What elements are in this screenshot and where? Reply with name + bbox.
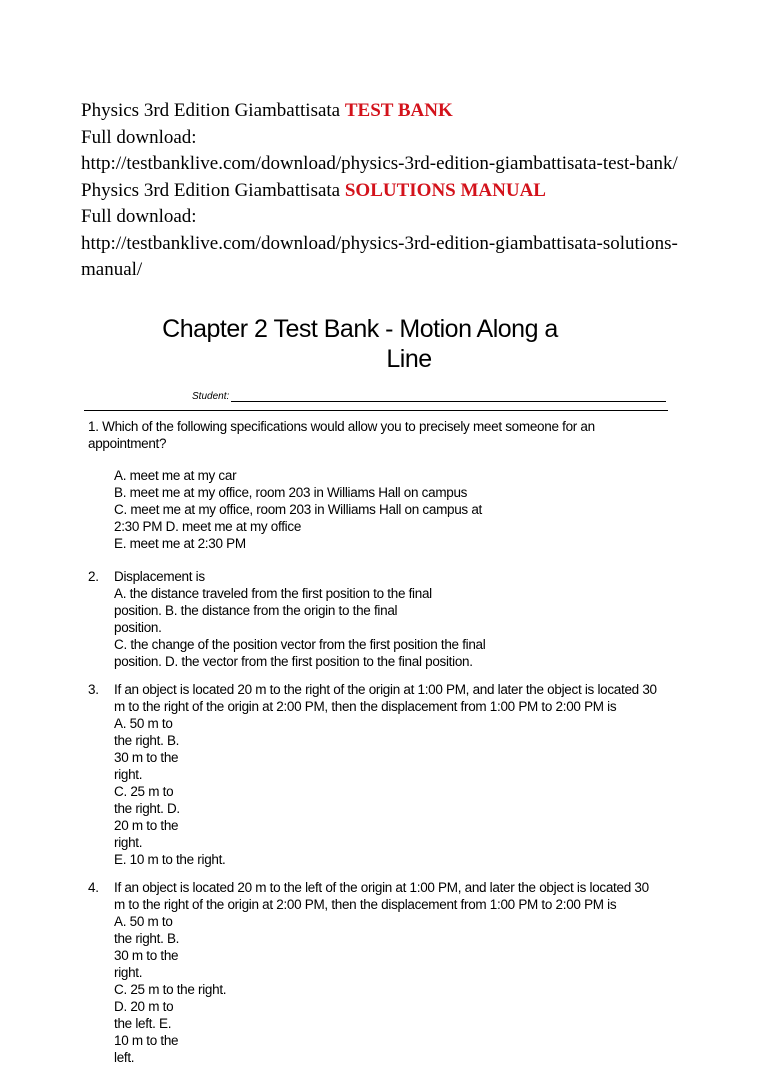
answer-option: right. [114,767,143,782]
answer-option: position. B. the distance from the origin to the final [114,603,398,618]
header-line-solutions [81,178,721,205]
answer-option: A. the distance traveled from the first position to the final [114,586,432,601]
chapter-title-line-1: Chapter 2 Test Bank - Motion Along a [162,315,558,343]
answer-option: 20 m to the [114,818,179,833]
answer-option: E. 10 m to the right. [114,852,226,867]
question-number: 3. [88,682,99,697]
answer-option: A. meet me at my car [114,468,237,483]
full-download-label: Full download: [81,126,197,148]
answer-option: position. [114,620,162,635]
divider [84,410,668,411]
answer-option: C. meet me at my office, room 203 in Williams Hall on campus at [114,502,482,517]
question-4 [88,879,728,1066]
answer-option: left. [114,1050,135,1065]
answer-option: E. meet me at 2:30 PM [114,536,246,551]
answer-option: A. 50 m to [114,716,173,731]
answer-option: C. 25 m to the right. [114,982,227,997]
answer-option: D. 20 m to [114,999,174,1014]
question-number: 1. [88,419,99,434]
question-text: If an object is located 20 m to the left of the origin at 1:00 PM, and later the object is located 30 [114,880,649,895]
question-text: m to the right of the origin at 2:00 PM, then the displacement from 1:00 PM to 2:00 PM is [114,897,617,912]
student-label: Student: [192,391,230,402]
question-text-continued: appointment? [88,436,167,451]
answer-option: right. [114,965,143,980]
question-1-options [114,467,688,552]
answer-option: A. 50 m to [114,914,173,929]
answer-option: 30 m to the [114,750,179,765]
book-title: Physics 3rd Edition Giambattisata [81,100,345,121]
answer-option: the right. B. [114,931,180,946]
question-3 [88,681,728,868]
answer-option: 10 m to the [114,1033,179,1048]
answer-option: the right. B. [114,733,180,748]
question-text: Displacement is [114,569,205,584]
solutions-link-continued[interactable]: manual/ [81,259,143,280]
question-number: 4. [88,880,99,895]
answer-option: B. meet me at my office, room 203 in Williams Hall on campus [114,485,468,500]
question-text: Which of the following specifications would allow you to precisely meet someone for an [98,419,595,434]
header-line-test-bank [81,98,721,125]
answer-option: position. D. the vector from the first position to the final position. [114,654,473,669]
answer-option: right. [114,835,143,850]
student-name-line[interactable] [231,391,666,402]
answer-option: the left. E. [114,1016,172,1031]
book-title: Physics 3rd Edition Giambattisata [81,179,345,201]
answer-option: 30 m to the [114,948,179,963]
document-header [81,98,721,284]
test-bank-label: TEST BANK [344,100,453,121]
question-1 [88,418,688,552]
answer-option: the right. D. [114,801,180,816]
question-2-body [114,568,708,670]
chapter-title [0,314,768,374]
test-bank-link[interactable]: http://testbanklive.com/download/physics-3rd-edition-giambattisata-test-bank/ [81,153,678,174]
answer-option: C. 25 m to [114,784,174,799]
question-text: m to the right of the origin at 2:00 PM, then the displacement from 1:00 PM to 2:00 PM is [114,699,617,714]
question-1-stem [88,418,688,435]
answer-option: C. the change of the position vector from the first position the final [114,637,486,652]
full-download-label: Full download: [81,206,197,227]
chapter-title-line-2: Line [386,345,432,373]
student-name-field [192,391,666,402]
question-3-body [114,681,728,868]
solutions-manual-label: SOLUTIONS MANUAL [344,179,546,201]
question-number: 2. [88,569,99,584]
question-text: If an object is located 20 m to the right of the origin at 1:00 PM, and later the object is located 30 [114,682,657,697]
question-4-body [114,879,728,1066]
answer-option: 2:30 PM D. meet me at my office [114,519,302,534]
solutions-link[interactable]: http://testbanklive.com/download/physics-3rd-edition-giambattisata-solutions- [81,232,678,254]
question-2 [88,568,708,670]
